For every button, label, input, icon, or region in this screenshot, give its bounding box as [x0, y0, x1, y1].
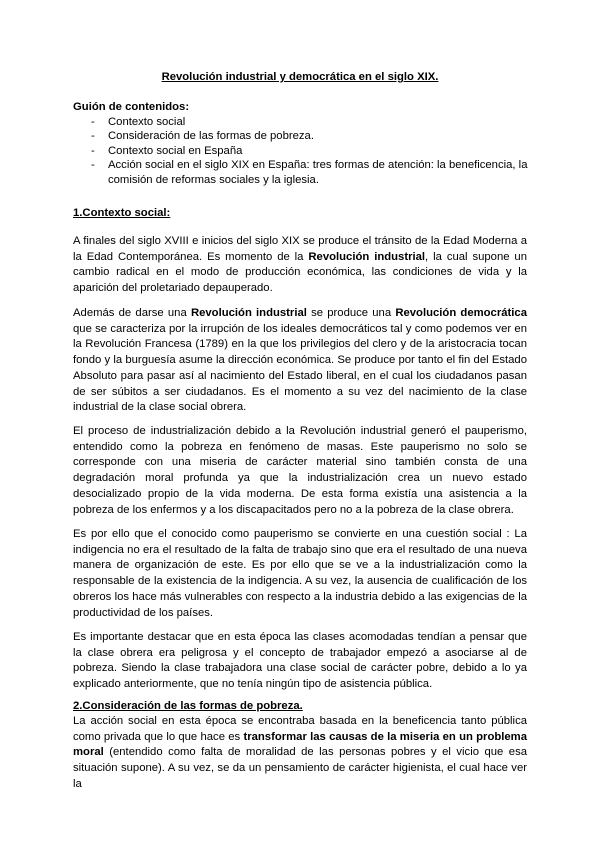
paragraph-2: Además de darse una Revolución industrial se produce una Revolución democrática que se caracteriza por la irrupción de los ideales democráticos tal y como podemos ver en la Revolución Francesa (1789) en la que los privilegios del clero y de la aristocracia tocan fondo y la burguesía asume la dirección económica. Se produce por tanto el fin del Estado Absoluto para pasar así al nacimiento del Estado liberal, en el cual los ciudadanos pasan de ser súbitos a ser ciudadanos. Es el momento a su vez del nacimiento de la clase industrial de la clase social obrera. — [73, 307, 527, 414]
section-heading-formas-pobreza: 2.Consideración de las formas de pobreza. — [73, 700, 303, 712]
dash-bullet-icon: - — [91, 116, 95, 128]
paragraph-5: Es importante destacar que en esta época las clases acomodadas tendían a pensar que la clase obrera era peligrosa y el concepto de trabajador empezó a asociarse al de pobreza. Siendo la clase trabajadora una clase social de carácter pobre, debido a lo ya explicado anteriormente, que no tenía ningún tipo de asistencia pública. — [73, 631, 527, 691]
dash-bullet-icon: - — [91, 130, 95, 143]
paragraph-3: El proceso de industrialización debido a la Revolución industrial generó el pauperismo, entendido como la pobreza en fenómeno de masas. Este pauperismo no solo se corresponde con una miseria de carácter material sino también consta de una degradación moral profunda ya que la industrialización crea un nuevo estado desocializado propio de la vida moderna. De esta forma existía una asistencia a la pobreza de los enfermos y a los discapacitados pero no a la pobreza de la clase obrera. — [73, 425, 527, 516]
toc-item: - Consideración de las formas de pobreza. — [91, 130, 314, 143]
toc-list — [73, 115, 533, 187]
toc-item: - Contexto social — [91, 116, 186, 128]
paragraph-6: La acción social en esta época se encontraba basada en la beneficencia tanto pública como privada que lo que hace es transformar las causas de la miseria en un problema moral (entendido como falta de moralidad de las personas pobres y el vicio que esa situación supone). A su vez, se da un pensamiento de carácter higienista, el cual hace ver la — [73, 715, 527, 790]
paragraph-4: Es por ello que el conocido como pauperismo se convierte en una cuestión social : La indigencia no era el resultado de la falta de trabajo sino que era el resultado de una nueva manera de organización de este. Es por ello que se ve a la industrialización como la responsable de la existencia de la indigencia. A su vez, la ausencia de cualificación de los obreros los hace más vulnerables con respecto a la industria debido a las exigencias de la productividad de los países. — [73, 528, 527, 619]
toc-heading: Guión de contenidos: — [73, 101, 190, 113]
toc-item: - Acción social en el siglo XIX en España: tres formas de atención: la beneficencia, la comisión de reformas sociales y la iglesia. — [91, 159, 528, 186]
toc-item: - Contexto social en España — [91, 144, 243, 157]
dash-bullet-icon: - — [91, 144, 95, 157]
dash-bullet-icon: - — [91, 159, 95, 172]
paragraph-1: A finales del siglo XVIII e inicios del siglo XIX se produce el tránsito de la Edad Moderna a la Edad Contemporánea. Es momento de la Revolución industrial, la cual supone un cambio radical en el modo de producción económica, las condiciones de vida y la aparición del proletariado depauperado. — [73, 235, 527, 295]
document-title: Revolución industrial y democrática en el siglo XIX. — [161, 71, 439, 83]
section-heading-contexto-social: 1.Contexto social: — [73, 207, 171, 219]
